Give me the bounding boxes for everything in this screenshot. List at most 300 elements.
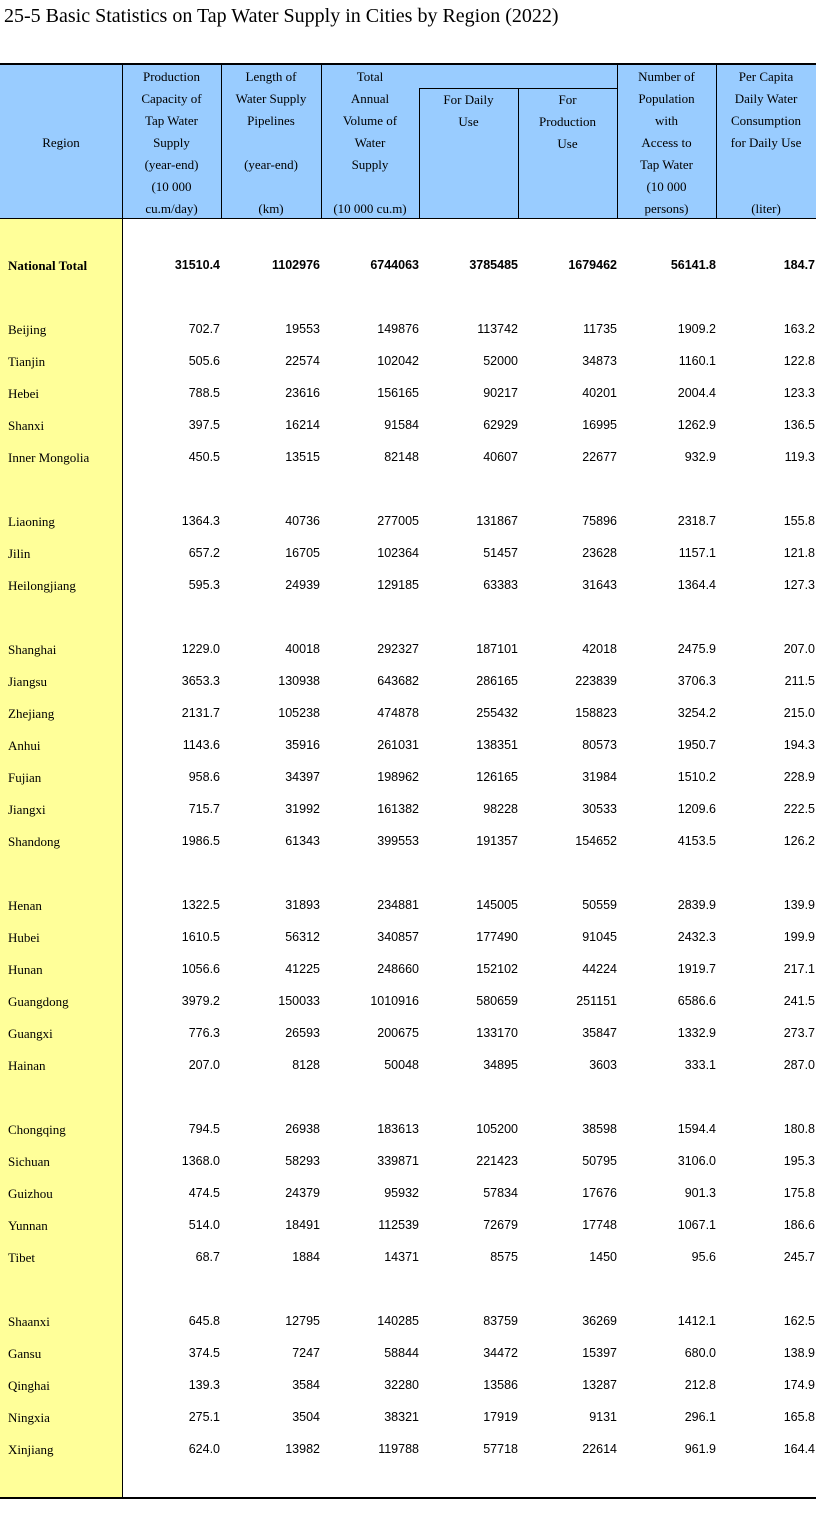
header-divider [221,65,222,219]
table-cell: 245.7 [783,1250,815,1264]
table-row [0,1050,816,1082]
table-cell: 13287 [582,1378,617,1392]
region-name: Hunan [8,962,43,977]
table-cell: 17676 [582,1186,617,1200]
table-cell: 80573 [582,738,617,752]
region-name: Anhui [8,738,41,753]
table-cell: 702.7 [188,322,220,336]
header-line: Use [458,114,479,129]
table-cell: 3106.0 [677,1154,716,1168]
table-cell: 31510.4 [174,258,220,272]
table-cell: 126.2 [783,834,815,848]
table-cell: 22677 [582,450,617,464]
header-line: Capacity of [141,91,202,106]
header-region [0,65,122,219]
table-cell: 932.9 [684,450,716,464]
table-cell: 474.5 [188,1186,220,1200]
table-cell: 36269 [582,1314,617,1328]
header-subrule [419,88,617,89]
table-row [0,922,816,954]
table-cell: 3706.3 [677,674,716,688]
table-row [0,1306,816,1338]
header-line: Per Capita [738,69,794,84]
table-row [0,506,816,538]
table-cell: 6744063 [370,258,419,272]
table-cell: 152102 [476,962,518,976]
header-daily-use [419,89,518,219]
table-cell: 42018 [582,642,617,656]
table-cell: 901.3 [684,1186,716,1200]
table-header [0,63,816,219]
header-line: (10 000 [646,179,687,194]
table-cell: 61343 [285,834,320,848]
region-name: Tianjin [8,354,46,369]
table-cell: 3979.2 [181,994,220,1008]
table-cell: 1010916 [370,994,419,1008]
header-line: Annual [350,91,390,106]
region-name: Jilin [8,546,31,561]
table-cell: 130938 [278,674,320,688]
table-cell: 41225 [285,962,320,976]
table-cell: 164.4 [783,1442,815,1456]
header-line [221,132,321,154]
table-cell: 40607 [483,450,518,464]
table-cell: 2475.9 [677,642,716,656]
table-cell: 1986.5 [181,834,220,848]
table-cell: 50048 [384,1058,419,1072]
table-row [0,730,816,762]
header-line: (km) [258,201,284,216]
table-cell: 126165 [476,770,518,784]
table-cell: 296.1 [684,1410,716,1424]
table-cell: 251151 [576,994,617,1008]
table-cell: 105200 [476,1122,518,1136]
table-cell: 1884 [292,1250,320,1264]
table-cell: 333.1 [684,1058,716,1072]
table-cell: 177490 [476,930,518,944]
table-cell: 161382 [377,802,419,816]
table-cell: 7247 [292,1346,320,1360]
table-cell: 23616 [285,386,320,400]
header-line: (10 000 cu.m) [333,201,407,216]
header-divider [122,65,123,219]
table-cell: 91584 [384,418,419,432]
table-cell: 595.3 [188,578,220,592]
table-cell: 1157.1 [678,546,716,560]
table-cell: 38598 [582,1122,617,1136]
table-cell: 127.3 [783,578,815,592]
header-divider [518,89,519,219]
table-cell: 3785485 [469,258,518,272]
table-cell: 72679 [483,1218,518,1232]
table-cell: 248660 [377,962,419,976]
region-name: Tibet [8,1250,35,1265]
table-cell: 273.7 [783,1026,815,1040]
table-cell: 140285 [377,1314,419,1328]
region-name: Shandong [8,834,60,849]
table-cell: 18491 [285,1218,320,1232]
table-cell: 16995 [582,418,617,432]
table-row [0,1402,816,1434]
header-region-label: Region [42,135,80,150]
table-cell: 1594.4 [677,1122,716,1136]
table-cell: 150033 [278,994,320,1008]
table-cell: 13982 [285,1442,320,1456]
table-cell: 339871 [377,1154,419,1168]
table-cell: 50559 [582,898,617,912]
table-cell: 19553 [285,322,320,336]
table-cell: 17748 [582,1218,617,1232]
table-cell: 31992 [285,802,320,816]
header-line [321,176,419,198]
table-cell: 195.3 [783,1154,815,1168]
table-cell: 397.5 [188,418,220,432]
table-cell: 1610.5 [181,930,220,944]
table-cell: 91045 [582,930,617,944]
header-line: (liter) [751,201,781,216]
region-name: Hainan [8,1058,46,1073]
table-cell: 162.5 [783,1314,815,1328]
table-cell: 13515 [285,450,320,464]
table-row [0,1210,816,1242]
table-cell: 155.8 [783,514,815,528]
header-line: Tap Water [639,157,694,172]
table-cell: 102042 [377,354,419,368]
header-population [617,65,716,219]
table-cell: 63383 [483,578,518,592]
header-line: Supply [351,157,389,172]
table-row [0,794,816,826]
header-line [716,154,816,176]
header-line: (10 000 [151,179,192,194]
header-line: Production [142,69,201,84]
table-cell: 102364 [377,546,419,560]
table-cell: 1909.2 [677,322,716,336]
region-name: Qinghai [8,1378,50,1393]
header-line: Pipelines [247,113,295,128]
table-cell: 174.9 [783,1378,815,1392]
table-cell: 1950.7 [677,738,716,752]
region-name: Gansu [8,1346,42,1361]
table-cell: 22574 [285,354,320,368]
region-name: Shanghai [8,642,57,657]
region-name: Inner Mongolia [8,450,90,465]
table-row [0,986,816,1018]
region-name: Guangxi [8,1026,53,1041]
table-cell: 90217 [483,386,518,400]
header-line: Use [557,136,578,151]
table-row [0,762,816,794]
table-cell: 138.9 [783,1346,815,1360]
table-cell: 154652 [575,834,617,848]
table-row [0,1338,816,1370]
table-cell: 3504 [292,1410,320,1424]
table-cell: 624.0 [188,1442,220,1456]
header-line: For [558,92,577,107]
header-line: Daily Water [734,91,798,106]
header-line: Tap Water [144,113,199,128]
table-cell: 340857 [377,930,419,944]
region-name: Beijing [8,322,47,337]
table-cell: 8128 [292,1058,320,1072]
table-cell: 580659 [476,994,518,1008]
header-line: For Daily [443,92,494,107]
table-cell: 40018 [285,642,320,656]
table-cell: 183613 [377,1122,419,1136]
table-cell: 186.6 [783,1218,815,1232]
header-line: Supply [153,135,190,150]
table-cell: 158823 [575,706,617,720]
table-cell: 15397 [582,1346,617,1360]
table-cell: 277005 [377,514,419,528]
table-cell: 113742 [477,322,518,336]
table-cell: 212.8 [684,1378,716,1392]
table-cell: 788.5 [188,386,220,400]
national-total-row [0,250,816,282]
table-cell: 35847 [582,1026,617,1040]
table-cell: 38321 [384,1410,419,1424]
table-cell: 1067.1 [677,1218,716,1232]
table-cell: 123.3 [783,386,815,400]
header-divider [419,89,420,219]
table-cell: 191357 [476,834,518,848]
table-row [0,698,816,730]
region-name: Hubei [8,930,40,945]
table-cell: 51457 [483,546,518,560]
table-cell: 228.9 [783,770,815,784]
table-row [0,890,816,922]
table-cell: 26938 [285,1122,320,1136]
header-pipeline-length [221,65,321,219]
table-cell: 1368.0 [181,1154,220,1168]
table-cell: 187101 [476,642,518,656]
table-cell: 95.6 [691,1250,716,1264]
table-cell: 32280 [384,1378,419,1392]
table-cell: 34397 [285,770,320,784]
table-cell: 643682 [377,674,419,688]
table-cell: 1160.1 [678,354,716,368]
table-cell: 57718 [483,1442,518,1456]
table-cell: 399553 [377,834,419,848]
table-cell: 131867 [476,514,518,528]
region-name: Sichuan [8,1154,50,1169]
table-cell: 34472 [483,1346,518,1360]
header-line: Access to [641,135,692,150]
table-cell: 1229.0 [181,642,220,656]
table-cell: 207.0 [783,642,815,656]
table-cell: 52000 [483,354,518,368]
table-cell: 34895 [483,1058,518,1072]
table-cell: 514.0 [188,1218,220,1232]
table-row [0,346,816,378]
table-cell: 1102976 [272,258,320,272]
table-cell: 1364.4 [677,578,716,592]
table-cell: 156165 [377,386,419,400]
table-cell: 83759 [483,1314,518,1328]
table-cell: 287.0 [783,1058,815,1072]
table-row [0,410,816,442]
table-row [0,954,816,986]
table-cell: 138351 [476,738,518,752]
header-divider [716,65,717,219]
table-cell: 16705 [285,546,320,560]
table-cell: 794.5 [188,1122,220,1136]
header-per-capita [716,65,816,219]
table-cell: 211.5 [784,674,815,688]
table-cell: 2432.3 [677,930,716,944]
table-cell: 16214 [285,418,320,432]
table-cell: 129185 [377,578,419,592]
header-line: Water [354,135,386,150]
header-production-use [518,89,617,219]
table-cell: 292327 [377,642,419,656]
table-cell: 105238 [278,706,320,720]
table-cell: 121.8 [783,546,815,560]
region-name: Xinjiang [8,1442,54,1457]
table-cell: 3254.2 [677,706,716,720]
table-cell: 3584 [292,1378,320,1392]
table-cell: 275.1 [188,1410,220,1424]
table-cell: 1056.6 [181,962,220,976]
table-cell: 58293 [285,1154,320,1168]
header-line: Water Supply [235,91,307,106]
table-row [0,826,816,858]
table-cell: 24939 [285,578,320,592]
table-cell: 450.5 [188,450,220,464]
table-cell: 17919 [483,1410,518,1424]
table-row [0,1434,816,1466]
table-cell: 133170 [476,1026,518,1040]
table-cell: 175.8 [783,1186,815,1200]
region-name: Chongqing [8,1122,66,1137]
table-cell: 44224 [582,962,617,976]
table-row [0,570,816,602]
table-cell: 255432 [476,706,518,720]
table-cell: 95932 [384,1186,419,1200]
table-cell: 35916 [285,738,320,752]
header-line: for Daily Use [730,135,802,150]
table-cell: 715.7 [188,802,220,816]
region-name: Shanxi [8,418,45,433]
header-total-supply [321,65,419,219]
table-cell: 474878 [377,706,419,720]
header-divider [617,65,618,219]
region-name: Heilongjiang [8,578,76,593]
table-cell: 31984 [582,770,617,784]
header-line: Number of [638,69,695,84]
table-cell: 1332.9 [677,1026,716,1040]
table-cell: 24379 [285,1186,320,1200]
table-cell: 1919.7 [677,962,716,976]
region-name: Yunnan [8,1218,48,1233]
table-cell: 2318.7 [677,514,716,528]
table-row [0,1114,816,1146]
table-cell: 200675 [377,1026,419,1040]
table-cell: 82148 [384,450,419,464]
header-line: (year-end) [144,157,199,172]
table-cell: 1679462 [568,258,617,272]
table-cell: 680.0 [684,1346,716,1360]
table-cell: 261031 [377,738,419,752]
table-cell: 1412.1 [677,1314,716,1328]
header-line [716,176,816,198]
table-cell: 139.3 [188,1378,220,1392]
table-cell: 6586.6 [677,994,716,1008]
table-row [0,314,816,346]
table-cell: 56312 [285,930,320,944]
table-row [0,1178,816,1210]
table-cell: 145005 [476,898,518,912]
region-name: Jiangsu [8,674,47,689]
table-cell: 30533 [582,802,617,816]
table-cell: 8575 [490,1250,518,1264]
table-cell: 1510.2 [677,770,716,784]
table-cell: 958.6 [188,770,220,784]
table-cell: 136.5 [783,418,815,432]
header-line: Total [356,69,384,84]
region-name: Fujian [8,770,42,785]
table-cell: 194.3 [783,738,815,752]
header-line: (year-end) [244,157,298,172]
table-cell: 139.9 [783,898,815,912]
table-cell: 241.5 [783,994,815,1008]
table-cell: 223839 [575,674,617,688]
table-cell: 12795 [285,1314,320,1328]
table-cell: 286165 [476,674,518,688]
header-divider [321,65,322,219]
region-name: Liaoning [8,514,55,529]
table-cell: 198962 [377,770,419,784]
header-production-capacity [122,65,221,219]
table-bottom-rule [0,1497,816,1499]
table-cell: 26593 [285,1026,320,1040]
header-line: Consumption [730,113,802,128]
table-cell: 776.3 [188,1026,220,1040]
table-cell: 22614 [582,1442,617,1456]
table-cell: 3653.3 [181,674,220,688]
table-cell: 40736 [285,514,320,528]
region-name: Guizhou [8,1186,53,1201]
region-name: Zhejiang [8,706,55,721]
table-cell: 2004.4 [677,386,716,400]
table-cell: 62929 [483,418,518,432]
region-name: Jiangxi [8,802,46,817]
table-cell: 2839.9 [677,898,716,912]
table-cell: 4153.5 [677,834,716,848]
page-title: 25-5 Basic Statistics on Tap Water Supply in Cities by Region (2022) [4,5,559,27]
table-row [0,634,816,666]
table-cell: 149876 [377,322,419,336]
table-cell: 31643 [582,578,617,592]
table-cell: 2131.7 [181,706,220,720]
table-cell: 165.8 [783,1410,815,1424]
table-cell: 57834 [483,1186,518,1200]
table-cell: 3603 [589,1058,617,1072]
table-cell: 122.8 [783,354,815,368]
table-cell: 9131 [589,1410,617,1424]
table-row [0,442,816,474]
table-row [0,666,816,698]
header-line [221,176,321,198]
table-cell: 34873 [582,354,617,368]
table-row [0,1146,816,1178]
table-cell: 119.3 [784,450,815,464]
header-line: Production [538,114,597,129]
table-cell: 505.6 [188,354,220,368]
table-cell: 163.2 [783,322,815,336]
table-cell: 13586 [483,1378,518,1392]
table-cell: 14371 [384,1250,419,1264]
